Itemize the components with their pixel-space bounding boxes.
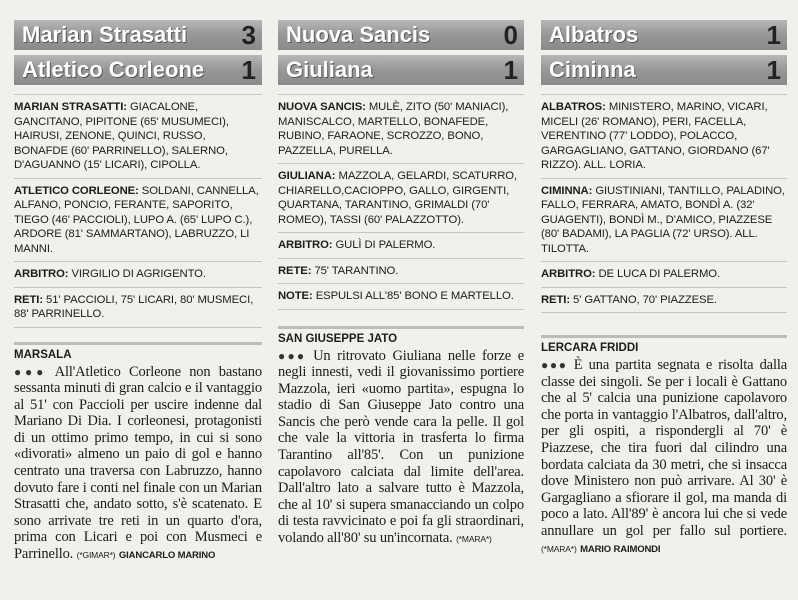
referee bbox=[278, 233, 524, 259]
match-column-1 bbox=[14, 0, 262, 565]
article-text: È una partita segnata e risolta dalla classe dei singoli. Se per i locali è Gattano che al 5' calcia una punizione capolavoro che porta in vantaggio l'Albatros, dall'altro, per gli ospiti, a rispondergli al 70' è Piazzese, che tira fuori dal cilindro una bordata calciata da 30 metri, che si insacca dove Ministero non può arrivare. Al 30' è Gargagliano a sfiorare il gol, ma manda di poco a lato. All'89' è ancora lui che si vede annullare un gol per fallo sul portiere. bbox=[541, 357, 787, 539]
referee-label: ARBITRO: bbox=[14, 268, 69, 280]
home-lineup bbox=[14, 94, 262, 179]
article-tag: (*GIMAR*) bbox=[76, 550, 116, 561]
away-score: 1 bbox=[766, 55, 781, 85]
goals-label: RETE: bbox=[278, 264, 312, 277]
away-lineup-text: MAZZOLA, GELARDI, SCATURRO, CHIARELLO,CACIOPPO, GALLO, GIRGENTI, QUARTANA, TARANTINO, GRIMALDI (70' ROMEO), TASSI (60' PALAZZOTTO). bbox=[278, 170, 517, 226]
home-team-bar bbox=[541, 20, 787, 50]
away-score: 1 bbox=[241, 55, 256, 85]
article-body bbox=[278, 348, 524, 548]
bullet-marker: ●●● bbox=[541, 358, 568, 372]
referee-text: DE LUCA DI PALERMO. bbox=[595, 268, 721, 280]
article-tag: (*MARA*) bbox=[541, 543, 577, 554]
article-tag: (*MARA*) bbox=[456, 534, 492, 545]
article-author: GIANCARLO MARINO bbox=[118, 550, 216, 562]
away-lineup-label: ATLETICO CORLEONE: bbox=[14, 184, 139, 197]
bullet-marker: ●●● bbox=[278, 348, 307, 363]
article-place: SAN GIUSEPPE JATO bbox=[278, 326, 524, 345]
home-lineup-label: NUOVA SANCIS: bbox=[278, 101, 366, 113]
home-lineup bbox=[278, 94, 524, 164]
goals-text: 5' GATTANO, 70' PIAZZESE. bbox=[570, 293, 717, 306]
away-lineup-text: GIUSTINIANI, TANTILLO, PALADINO, FALLO, FERRARA, AMATO, BONDÌ A. (32' GUAGENTI), BONDÌ M., D'AMICO, PIAZZESE (80' BADAMI), LA PAGLIA (72' URSO). ALL. TILOTTA. bbox=[541, 184, 785, 255]
article-text: All'Atletico Corleone non bastano sessanta minuti di gran calcio e il vantaggio al 51' con Paccioli per uscire indenne dal Mariano Di Dia. I corleonesi, protagonisti di un ottimo primo tempo, in cui si sono «divorati» almeno un paio di gol e hanno centrato una traversa con Labruzzo, hanno dovuto fare i conti nel finale con un Marian Strasatti che, andato sotto, s'è scatenato. E sono arrivate tre reti in un quarto d'ora, prima con Licari e poi con Musmeci e Parrinello. bbox=[14, 363, 263, 563]
referee-label: ARBITRO: bbox=[278, 239, 333, 251]
home-lineup-text: MULÈ, ZITO (50' MANIACI), MANISCALCO, MARTELLO, BONAFEDE, RUBINO, FARAONE, SCROZZO, BONO, PAZZELLA, PURELLA. bbox=[278, 101, 509, 157]
away-team-bar bbox=[541, 55, 787, 85]
match-column-2 bbox=[278, 0, 524, 548]
away-score: 1 bbox=[503, 55, 518, 85]
home-score: 3 bbox=[241, 20, 256, 50]
home-lineup-label: ALBATROS: bbox=[541, 101, 606, 113]
goals bbox=[278, 259, 524, 285]
home-score: 0 bbox=[503, 20, 518, 50]
home-score: 1 bbox=[766, 20, 781, 50]
home-lineup-label: MARIAN STRASATTI: bbox=[14, 101, 127, 113]
goals-text: 51' PACCIOLI, 75' LICARI, 80' MUSMECI, 88' PARRINELLO. bbox=[14, 293, 254, 320]
goals bbox=[14, 288, 262, 328]
referee-text: GULÌ DI PALERMO. bbox=[332, 239, 436, 251]
notes-label: NOTE: bbox=[278, 290, 313, 302]
away-lineup bbox=[278, 164, 524, 233]
goals-label: RETI: bbox=[541, 293, 570, 306]
goals bbox=[541, 288, 787, 314]
article-author: MARIO RAIMONDI bbox=[580, 543, 661, 555]
match-column-3 bbox=[541, 0, 787, 558]
notes bbox=[278, 284, 524, 310]
article-place: MARSALA bbox=[14, 342, 262, 361]
home-lineup-text: GIACALONE, GANCITANO, PIPITONE (65' MUSUMECI), HAIRUSI, ZENONE, QUINCI, RUSSO, BONAFDE (60' PARRINELLO), SALERNO, D'AGUANNO (15' LICARI), CIPOLLA. bbox=[14, 101, 229, 171]
home-team-bar bbox=[14, 20, 262, 50]
article-text: Un ritrovato Giuliana nelle forze e negli innesti, vedi il giovanissimo portiere Mazzola, ieri «uomo partita», espugna lo stadio di San Giuseppe Jato contro una Sancis che però vende cara la pelle. Il gol che vale la vittoria in trasferta lo firma Tarantino all'85'. Con un punizione capolavoro calciata dal limite dell'area. Dall'altro lato a salvare tutto è Mazzola, che al 10' si supera smanacciando un colpo di testa ravvicinato e poi fa gli straordinari, volando all'80' su un'incornata. bbox=[278, 347, 524, 547]
away-lineup-label: GIULIANA: bbox=[278, 170, 336, 182]
home-team-name: Marian Strasatti bbox=[22, 22, 188, 47]
article-body bbox=[541, 357, 787, 558]
away-team-name: Giuliana bbox=[286, 57, 373, 82]
article-body bbox=[14, 364, 262, 565]
bullet-marker: ●●● bbox=[14, 364, 48, 379]
home-team-name: Nuova Sancis bbox=[286, 22, 431, 47]
goals-label: RETI: bbox=[14, 293, 43, 306]
away-team-name: Ciminna bbox=[549, 57, 636, 82]
away-lineup bbox=[541, 179, 787, 263]
away-lineup bbox=[14, 179, 262, 263]
home-lineup bbox=[541, 94, 787, 179]
away-lineup-label: CIMINNA: bbox=[541, 184, 593, 197]
referee-label: ARBITRO: bbox=[541, 268, 596, 280]
referee bbox=[14, 262, 262, 288]
goals-text: 75' TARANTINO. bbox=[311, 264, 399, 277]
home-team-name: Albatros bbox=[549, 22, 639, 47]
referee-text: VIRGILIO DI AGRIGENTO. bbox=[68, 268, 206, 280]
away-lineup-text: SOLDANI, CANNELLA, ALFANO, PONCIO, FERANTE, SAPORITO, TIEGO (46' PACCIOLI), LUPO A. (65' LUPO C.), ARDORE (81' SAMMARTANO), LABRUZZO, LI MANNI. bbox=[14, 184, 259, 255]
away-team-bar bbox=[278, 55, 524, 85]
home-lineup-text: MINISTERO, MARINO, VICARI, MICELI (26' ROMANO), PERI, FACELLA, VERENTINO (77' LODDO), POLACCO, GARGAGLIANO, GATTANO, GIORDANO (67' RIZZO). ALL. LORIA. bbox=[541, 101, 770, 171]
article-place: LERCARA FRIDDI bbox=[541, 335, 787, 354]
away-team-name: Atletico Corleone bbox=[22, 57, 205, 82]
referee bbox=[541, 262, 787, 288]
notes-text: ESPULSI ALL'85' BONO E MARTELLO. bbox=[312, 290, 514, 302]
home-team-bar bbox=[278, 20, 524, 50]
away-team-bar bbox=[14, 55, 262, 85]
